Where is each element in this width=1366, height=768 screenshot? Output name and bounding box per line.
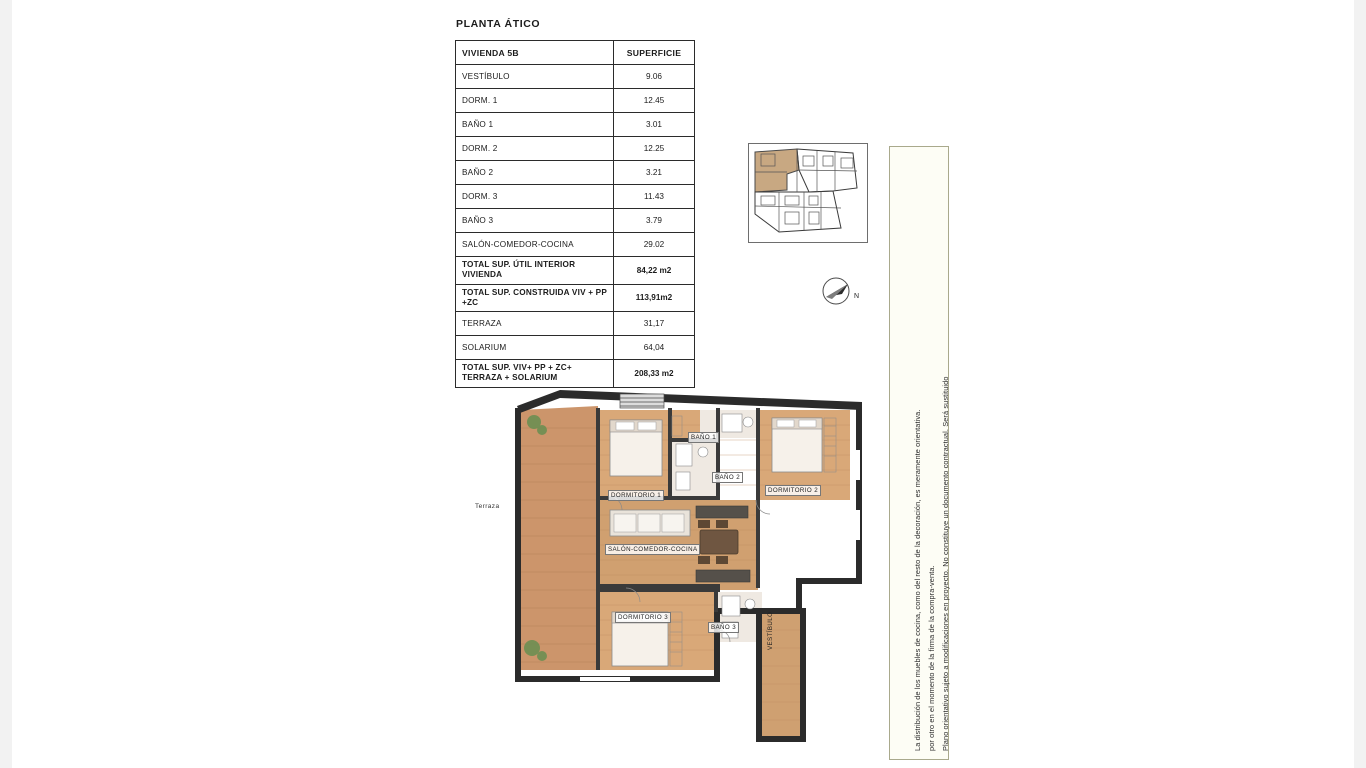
table-header-vivienda: VIVIENDA 5B <box>456 41 614 65</box>
total-label: TOTAL SUP. VIV+ PP + ZC+ TERRAZA + SOLARIUM <box>456 360 614 388</box>
key-plan-diagram <box>749 144 865 240</box>
room-label: DORM. 3 <box>456 185 614 209</box>
room-label: DORM. 2 <box>456 137 614 161</box>
total-area: 208,33 m2 <box>614 360 695 388</box>
label-bano-1: BAÑO 1 <box>688 432 719 443</box>
room-area: 31,17 <box>614 312 695 336</box>
room-area: 11.43 <box>614 185 695 209</box>
room-area: 3.21 <box>614 161 695 185</box>
total-area: 84,22 m2 <box>614 257 695 285</box>
left-margin <box>0 0 12 768</box>
room-label: BAÑO 2 <box>456 161 614 185</box>
label-bano-3: BAÑO 3 <box>708 622 739 633</box>
room-area: 3.79 <box>614 209 695 233</box>
table-row <box>456 312 695 336</box>
room-label: BAÑO 3 <box>456 209 614 233</box>
table-row <box>456 233 695 257</box>
label-dormitorio-2: DORMITORIO 2 <box>765 485 821 496</box>
table-row <box>456 89 695 113</box>
floor-plan-drawing <box>460 380 880 760</box>
room-label: SOLARIUM <box>456 336 614 360</box>
total-label: TOTAL SUP. ÚTIL INTERIOR VIVIENDA <box>456 257 614 285</box>
table-row <box>456 113 695 137</box>
disclaimer-line-2: por otro en el momento de la firma de la compra-venta. <box>927 565 936 751</box>
label-terraza: Terraza <box>475 503 500 510</box>
table-row <box>456 185 695 209</box>
surface-table <box>455 40 682 388</box>
label-dormitorio-1: DORMITORIO 1 <box>608 490 664 501</box>
room-area: 12.25 <box>614 137 695 161</box>
room-label: TERRAZA <box>456 312 614 336</box>
table-row-total <box>456 257 695 285</box>
room-label: VESTÍBULO <box>456 65 614 89</box>
compass-icon <box>818 272 866 310</box>
room-area: 9.06 <box>614 65 695 89</box>
total-area: 113,91m2 <box>614 284 695 312</box>
table-row <box>456 209 695 233</box>
table-row <box>456 137 695 161</box>
table-row-total <box>456 284 695 312</box>
room-label: BAÑO 1 <box>456 113 614 137</box>
label-vestibulo: VESTÍBULO <box>767 611 774 650</box>
table-row <box>456 65 695 89</box>
disclaimer-line-1: Plano orientativo sujeto a modificaciones en proyecto. No constituye un documento contractual. Será sustituido <box>941 376 950 751</box>
room-area: 12.45 <box>614 89 695 113</box>
table-header-row <box>456 41 695 65</box>
right-margin <box>1354 0 1366 768</box>
key-plan <box>748 143 868 243</box>
room-label: SALÓN-COMEDOR-COCINA <box>456 233 614 257</box>
label-bano-2: BAÑO 2 <box>712 472 743 483</box>
table-header-superficie: SUPERFICIE <box>614 41 695 65</box>
page-title: PLANTA ÁTICO <box>456 18 541 30</box>
room-label: DORM. 1 <box>456 89 614 113</box>
label-salon-comedor-cocina: SALÓN-COMEDOR-COCINA <box>605 544 700 555</box>
table-row <box>456 336 695 360</box>
table-row <box>456 161 695 185</box>
compass-north-label: N <box>854 293 860 300</box>
disclaimer-box <box>889 146 949 760</box>
room-area: 64,04 <box>614 336 695 360</box>
total-label: TOTAL SUP. CONSTRUIDA VIV + PP +ZC <box>456 284 614 312</box>
disclaimer-line-3: La distribución de los muebles de cocina, como del resto de la decoración, es meramente orientativa. <box>913 409 922 751</box>
room-area: 3.01 <box>614 113 695 137</box>
label-dormitorio-3: DORMITORIO 3 <box>615 612 671 623</box>
floor-plan <box>460 380 880 760</box>
room-area: 29.02 <box>614 233 695 257</box>
compass-rose <box>818 272 866 310</box>
